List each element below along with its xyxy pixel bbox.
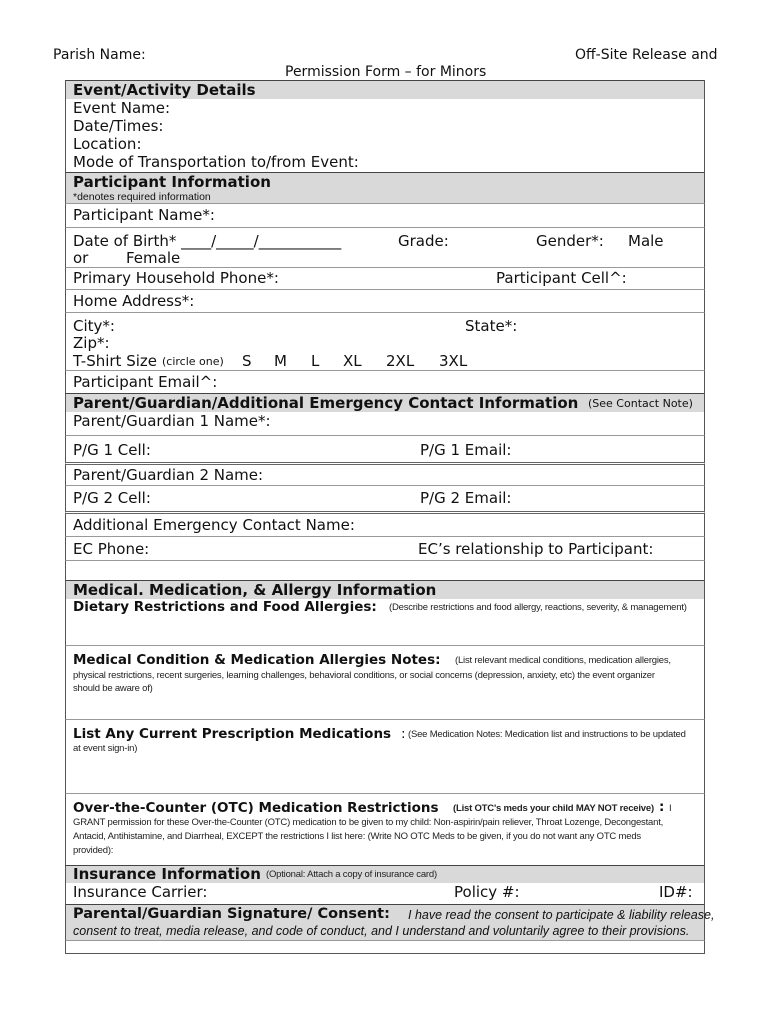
required-note: *denotes required information bbox=[73, 191, 211, 203]
participant-name-label: Participant Name*: bbox=[73, 206, 215, 224]
pg2-contact-row[interactable] bbox=[65, 485, 705, 511]
insurance-section-header bbox=[65, 865, 705, 883]
participant-email-label: Participant Email^: bbox=[73, 373, 218, 391]
condition-note-2: physical restrictions, recent surgeries, learning challenges, behavioral conditions, or social concerns (depression, anxiety, etc) the event organizer bbox=[73, 670, 655, 681]
event-details[interactable] bbox=[65, 99, 705, 172]
consent-section bbox=[65, 904, 715, 940]
grade-label: Grade: bbox=[398, 232, 449, 250]
insurance-row[interactable] bbox=[65, 883, 705, 904]
contact-note: (See Contact Note) bbox=[588, 397, 693, 410]
otc-bold-note: (List OTC's meds your child MAY NOT receive) bbox=[453, 803, 654, 814]
consent-text-1: I have read the consent to participate & liability release, bbox=[408, 908, 715, 922]
city-label: City*: bbox=[73, 317, 115, 335]
participant-name-row[interactable] bbox=[65, 203, 705, 227]
insurance-section-title: Insurance Information bbox=[73, 865, 261, 883]
phone-row[interactable] bbox=[65, 267, 705, 289]
gender-female-option[interactable]: Female bbox=[126, 249, 181, 267]
event-dates-label: Date/Times: bbox=[73, 117, 164, 135]
email-row[interactable] bbox=[65, 370, 705, 393]
otc-note-2: Antacid, Antihistamine, and Diarrheal, EXCEPT the restrictions I list here: (Write NO OTC Meds to be given, if you do not want any OTC meds bbox=[73, 831, 641, 842]
transport-label: Mode of Transportation to/from Event: bbox=[73, 153, 359, 171]
pg1-contact-row[interactable] bbox=[65, 435, 705, 462]
prescription-note-2: at event sign-in) bbox=[73, 743, 138, 754]
size-l[interactable]: L bbox=[311, 352, 320, 370]
insurance-carrier-label: Insurance Carrier: bbox=[73, 883, 208, 901]
consent-title: Parental/Guardian Signature/ Consent: bbox=[73, 906, 390, 922]
size-2xl[interactable]: 2XL bbox=[386, 352, 415, 370]
event-name-label: Event Name: bbox=[73, 99, 171, 117]
otc-i: I bbox=[669, 803, 672, 814]
pg1-email-label: P/G 1 Email: bbox=[420, 441, 512, 459]
zip-label: Zip*: bbox=[73, 334, 110, 352]
gender-or-label: or bbox=[73, 249, 89, 267]
address-row[interactable] bbox=[65, 289, 705, 312]
insurance-optional-note: (Optional: Attach a copy of insurance card) bbox=[266, 869, 437, 880]
signature-row[interactable] bbox=[65, 940, 705, 954]
prescription-colon: : bbox=[401, 726, 406, 742]
event-section-title: Event/Activity Details bbox=[73, 81, 256, 99]
pg1-name-label: Parent/Guardian 1 Name*: bbox=[73, 412, 271, 430]
dietary-note: (Describe restrictions and food allergy, reactions, severity, & management) bbox=[389, 602, 687, 613]
size-3xl[interactable]: 3XL bbox=[439, 352, 468, 370]
prescription-note-1: (See Medication Notes: Medication list and instructions to be updated bbox=[408, 729, 686, 740]
size-s[interactable]: S bbox=[242, 352, 252, 370]
otc-colon: : bbox=[659, 799, 665, 815]
size-m[interactable]: M bbox=[274, 352, 287, 370]
circle-one-note: (circle one) bbox=[162, 355, 224, 368]
prescription-label: List Any Current Prescription Medications bbox=[73, 726, 392, 742]
consent-text-2: consent to treat, media release, and code of conduct, and I understand and voluntarily agree to their provisions. bbox=[73, 924, 690, 938]
pg2-name-label: Parent/Guardian 2 Name: bbox=[73, 466, 264, 484]
permission-title: Permission Form – for Minors bbox=[285, 64, 487, 80]
city-row[interactable] bbox=[65, 312, 705, 352]
tshirt-label: T-Shirt Size bbox=[73, 352, 158, 370]
tshirt-row[interactable] bbox=[65, 352, 705, 370]
participant-section-title: Participant Information bbox=[73, 173, 271, 191]
parent-section-header bbox=[65, 393, 705, 412]
participant-section-header bbox=[65, 172, 705, 203]
ec-name-row[interactable] bbox=[65, 511, 705, 536]
parish-name-label: Parish Name: bbox=[53, 47, 146, 63]
pg2-email-label: P/G 2 Email: bbox=[420, 489, 512, 507]
ec-phone-row[interactable] bbox=[65, 536, 705, 560]
gender-label: Gender*: bbox=[536, 232, 604, 250]
pg1-name-row[interactable] bbox=[65, 412, 705, 435]
ec-name-label: Additional Emergency Contact Name: bbox=[73, 516, 355, 534]
dob-row[interactable] bbox=[65, 227, 705, 267]
otc-row[interactable] bbox=[65, 793, 705, 865]
home-address-label: Home Address*: bbox=[73, 292, 195, 310]
ec-phone-label: EC Phone: bbox=[73, 540, 150, 558]
release-title: Off-Site Release and bbox=[575, 47, 718, 63]
otc-label: Over-the-Counter (OTC) Medication Restrictions bbox=[73, 800, 439, 816]
condition-label: Medical Condition & Medication Allergies Notes: bbox=[73, 652, 441, 668]
gender-male-option[interactable]: Male bbox=[628, 232, 664, 250]
parent-section-title: Parent/Guardian/Additional Emergency Contact Information bbox=[73, 394, 579, 412]
pg2-cell-label: P/G 2 Cell: bbox=[73, 489, 151, 507]
dietary-label: Dietary Restrictions and Food Allergies: bbox=[73, 599, 377, 615]
household-phone-label: Primary Household Phone*: bbox=[73, 269, 279, 287]
spacer-row bbox=[65, 560, 705, 580]
condition-note-3: should be aware of) bbox=[73, 683, 153, 694]
ec-relationship-label: EC’s relationship to Participant: bbox=[418, 540, 654, 558]
event-section-header bbox=[65, 80, 705, 99]
permission-form bbox=[65, 80, 715, 954]
event-location-label: Location: bbox=[73, 135, 142, 153]
otc-note-1: GRANT permission for these Over-the-Counter (OTC) medication to be given to my child: Non-aspirin/pain reliever, Throat Lozenge, Decongestant, bbox=[73, 817, 664, 828]
condition-row[interactable] bbox=[65, 645, 705, 719]
id-label: ID#: bbox=[659, 883, 693, 901]
pg2-name-row[interactable] bbox=[65, 462, 705, 485]
participant-cell-label: Participant Cell^: bbox=[496, 269, 627, 287]
prescription-row[interactable] bbox=[65, 719, 705, 793]
pg1-cell-label: P/G 1 Cell: bbox=[73, 441, 151, 459]
dietary-row[interactable] bbox=[65, 599, 705, 645]
dob-label: Date of Birth* ____/_____/___________ bbox=[73, 232, 342, 250]
policy-label: Policy #: bbox=[454, 883, 520, 901]
size-xl[interactable]: XL bbox=[343, 352, 362, 370]
medical-section-title: Medical. Medication, & Allergy Information bbox=[73, 581, 437, 599]
condition-note-1: (List relevant medical conditions, medication allergies, bbox=[455, 655, 671, 666]
medical-section-header bbox=[65, 580, 705, 599]
state-label: State*: bbox=[465, 317, 518, 335]
otc-note-3: provided): bbox=[73, 845, 114, 856]
